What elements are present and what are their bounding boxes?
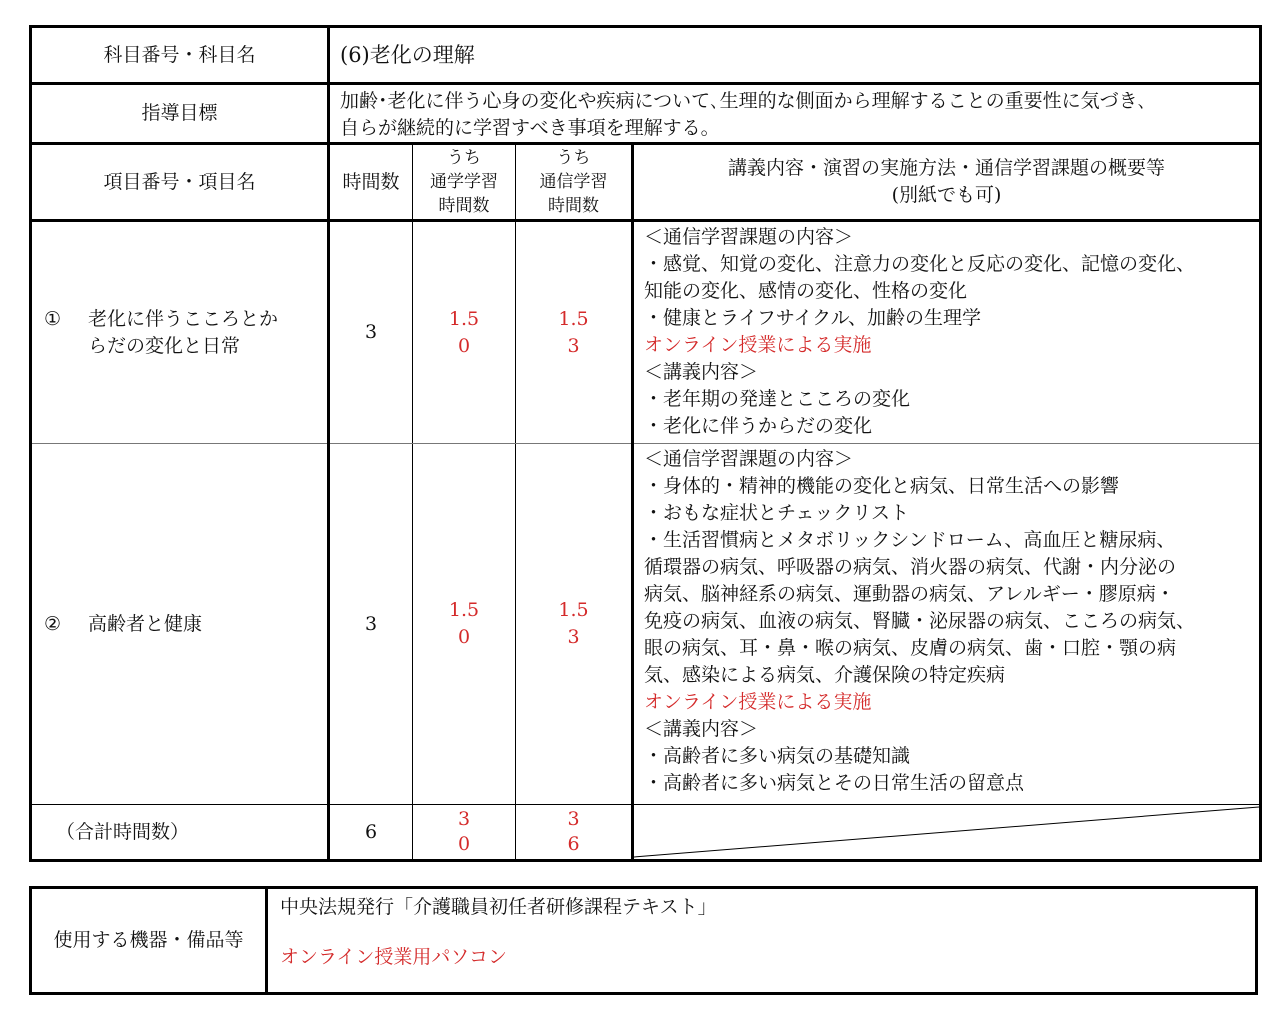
content-line: ・高齢者に多い病気の基礎知識 (644, 745, 911, 767)
item-name (31, 444, 329, 805)
total-school-hours (413, 805, 516, 861)
item-corr-hours (516, 444, 633, 805)
item-hours: 3 (329, 221, 413, 444)
diagonal-line (634, 805, 1259, 859)
table-row (31, 444, 1261, 805)
header-content-line: (別紙でも可) (891, 184, 1002, 206)
content-line: ・老年期の発達とこころの変化 (644, 388, 911, 410)
school-value: 3 (457, 808, 471, 830)
curriculum-table (29, 25, 1262, 862)
goal-text (329, 84, 1261, 144)
header-item: 項目番号・項目名 (31, 144, 329, 221)
header-school-line: 通学学習 (430, 172, 498, 192)
subject-label: 科目番号・科目名 (31, 27, 329, 84)
corr-value: 1.5 (558, 307, 589, 330)
school-value: 0 (457, 833, 471, 855)
total-label: （合計時間数） (31, 805, 329, 861)
header-corr-line: うち (556, 148, 591, 168)
goal-label: 指導目標 (31, 84, 329, 144)
item-name-line: 高齢者と健康 (88, 612, 203, 635)
goal-line: 加齢･老化に伴う心身の変化や疾病について､生理的な側面から理解することの重要性に気づき､ (340, 90, 1148, 112)
corr-value: 1.5 (558, 599, 589, 621)
header-school-line: 時間数 (438, 196, 490, 216)
header-school-line: うち (447, 148, 481, 168)
corr-value: 3 (567, 626, 580, 648)
content-line: 眼の病気、耳・鼻・喉の病気、皮膚の病気、歯・口腔・顎の病 (644, 637, 1177, 659)
school-value: 0 (457, 626, 471, 648)
item-school-hours (413, 444, 516, 805)
content-line: オンライン授業による実施 (644, 334, 872, 356)
item-name-line: らだの変化と日常 (88, 334, 241, 357)
equipment-line: オンライン授業用パソコン (280, 946, 508, 968)
content-line: ・感覚、知覚の変化、注意力の変化と反応の変化、記憶の変化、 (644, 253, 1196, 275)
content-line: オンライン授業による実施 (644, 691, 872, 713)
table-row (31, 221, 1261, 444)
content-line: ・健康とライフサイクル、加齢の生理学 (644, 307, 982, 329)
header-corr-line: 時間数 (548, 196, 599, 216)
item-content (633, 444, 1261, 805)
total-row (31, 805, 1261, 861)
header-content-line: 講義内容・演習の実施方法・通信学習課題の概要等 (727, 157, 1165, 179)
item-content (633, 221, 1261, 444)
item-number: ② (44, 612, 62, 635)
corr-value: 3 (567, 808, 580, 830)
corr-value: 6 (567, 833, 580, 855)
header-school-hours (413, 144, 516, 221)
content-line: 知能の変化、感情の変化、性格の変化 (644, 280, 968, 302)
subject-value: (6)老化の理解 (329, 27, 1261, 84)
content-line: ＜通信学習課題の内容＞ (644, 448, 854, 470)
goal-line: 自らが継続的に学習すべき事項を理解する。 (340, 117, 720, 139)
item-name (31, 221, 329, 444)
school-value: 1.5 (448, 599, 480, 621)
content-line: ・高齢者に多い病気とその日常生活の留意点 (644, 772, 1025, 794)
content-line: ・身体的・精神的機能の変化と病気、日常生活への影響 (644, 475, 1120, 497)
total-corr-hours (516, 805, 633, 861)
content-line: 免疫の病気、血液の病気、腎臓・泌尿器の病気、こころの病気、 (644, 610, 1196, 632)
item-school-hours (413, 221, 516, 444)
item-name-line: 老化に伴うこころとか (88, 307, 279, 330)
item-hours: 3 (329, 444, 413, 805)
corr-value: 3 (567, 334, 580, 357)
header-content (633, 144, 1261, 221)
content-line: ・生活習慣病とメタボリックシンドローム、高血圧と糖尿病、 (644, 529, 1176, 551)
equipment-table (29, 886, 1258, 995)
school-value: 0 (457, 334, 471, 357)
content-line: ・老化に伴うからだの変化 (644, 415, 873, 437)
content-line: ＜通信学習課題の内容＞ (644, 226, 854, 248)
item-corr-hours (516, 221, 633, 444)
equipment-line: 中央法規発行「介護職員初任者研修課程テキスト」 (280, 896, 717, 918)
content-line: 気、感染による病気、介護保険の特定疾病 (644, 664, 1006, 686)
header-corr-line: 通信学習 (539, 172, 608, 192)
equipment-value (267, 888, 1257, 994)
content-line: 循環器の病気、呼吸器の病気、消火器の病気、代謝・内分泌の (644, 556, 1177, 578)
item-number: ① (44, 307, 62, 330)
content-line: ・おもな症状とチェックリスト (644, 502, 910, 524)
header-corr-hours (516, 144, 633, 221)
content-line: ＜講義内容＞ (644, 361, 759, 383)
header-hours: 時間数 (329, 144, 413, 221)
school-value: 1.5 (448, 307, 480, 330)
content-line: 病気、脳神経系の病気、運動器の病気、アレルギー・膠原病・ (644, 583, 1175, 605)
empty-slash-cell (633, 805, 1261, 861)
equipment-label: 使用する機器・備品等 (31, 888, 267, 994)
content-line: ＜講義内容＞ (644, 718, 759, 740)
total-hours: 6 (329, 805, 413, 861)
